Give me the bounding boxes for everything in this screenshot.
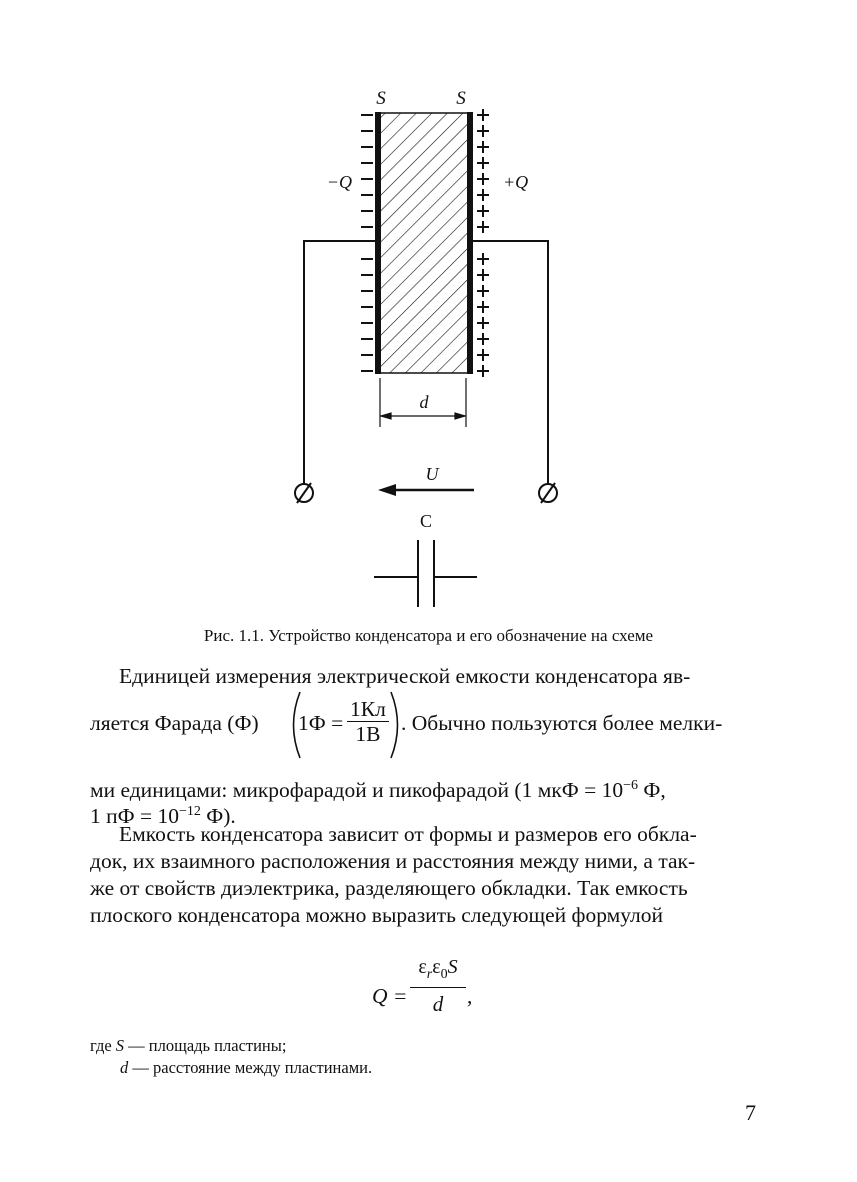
charge-label-negative: −Q [326, 172, 352, 192]
epsilon-r: ε [418, 956, 427, 978]
where-line1 [90, 1035, 286, 1057]
where-var-s: S [115, 1036, 125, 1055]
display-formula-lhs [372, 982, 407, 1011]
para1-line1: Единицей измерения электрической емкости конденсатора яв- [119, 664, 691, 688]
voltage-label: U [425, 464, 439, 484]
para1-line3-end: Ф, [638, 778, 666, 803]
dielectric [378, 113, 470, 373]
capacitor-symbol [374, 540, 477, 607]
para2-line1: Емкость конденсатора зависит от формы и размеров его обкла- [119, 822, 697, 846]
display-formula-numerator [408, 956, 468, 983]
epsilon-0-sub: 0 [440, 967, 448, 982]
formula-numerator: 1Кл [347, 697, 389, 722]
where-text-d: — расстояние между пластинами. [128, 1058, 373, 1077]
negative-charges [361, 115, 373, 371]
wire-right [473, 241, 548, 484]
capacitor-symbol-label: C [419, 511, 433, 531]
formula-fraction [347, 697, 389, 746]
para1-line4-text: 1 пФ = 10 [90, 804, 179, 829]
area-s: S [447, 956, 458, 978]
wire-left [304, 241, 375, 484]
para2-line4: плоского конденсатора можно выразить следующей формулой [90, 903, 664, 927]
para2-line2: док, их взаимного расположения и расстояния между ними, а так- [90, 849, 696, 873]
positive-charges [477, 109, 489, 377]
display-formula-denominator: d [432, 992, 444, 1016]
where-prefix: где [90, 1036, 116, 1055]
para1-line4-end: Ф). [200, 804, 236, 829]
para1-line4-exponent: −12 [179, 804, 201, 819]
para1-line2-after: . Обычно пользуются более мелки- [401, 711, 723, 735]
plate-left [375, 112, 381, 374]
para1-line3-text: ми единицами: микрофарадой и пикофарадой (1 мкФ = 10 [90, 778, 624, 803]
display-formula-comma: , [467, 984, 473, 1008]
terminal-right [539, 483, 557, 503]
formula-lhs: 1Ф = [298, 711, 344, 735]
display-formula-bar [410, 987, 466, 988]
plate-right [467, 112, 473, 374]
para1-line2-before: ляется Фарада (Ф) [90, 711, 259, 735]
plate-label-right: S [456, 88, 466, 109]
charge-label-positive: +Q [503, 172, 529, 192]
page-number: 7 [745, 1100, 756, 1125]
para1-line3-exponent: −6 [623, 778, 639, 793]
display-formula-q: Q = [372, 984, 408, 1008]
plate-label-left: S [376, 88, 386, 109]
voltage-arrow [378, 484, 474, 496]
epsilon-r-sub: r [426, 967, 433, 982]
formula-denominator: 1В [355, 722, 381, 746]
dimension-label-d: d [419, 392, 429, 412]
terminal-left [295, 483, 313, 503]
figure-caption: Рис. 1.1. Устройство конденсатора и его обозначение на схеме [203, 626, 654, 645]
where-var-d: d [120, 1058, 129, 1077]
epsilon-0: ε [432, 956, 441, 978]
para2-line3: же от свойств диэлектрика, разделяющего обкладки. Так емкость [90, 876, 688, 900]
where-text-s: — площадь пластины; [124, 1036, 287, 1055]
where-line2 [120, 1057, 372, 1079]
